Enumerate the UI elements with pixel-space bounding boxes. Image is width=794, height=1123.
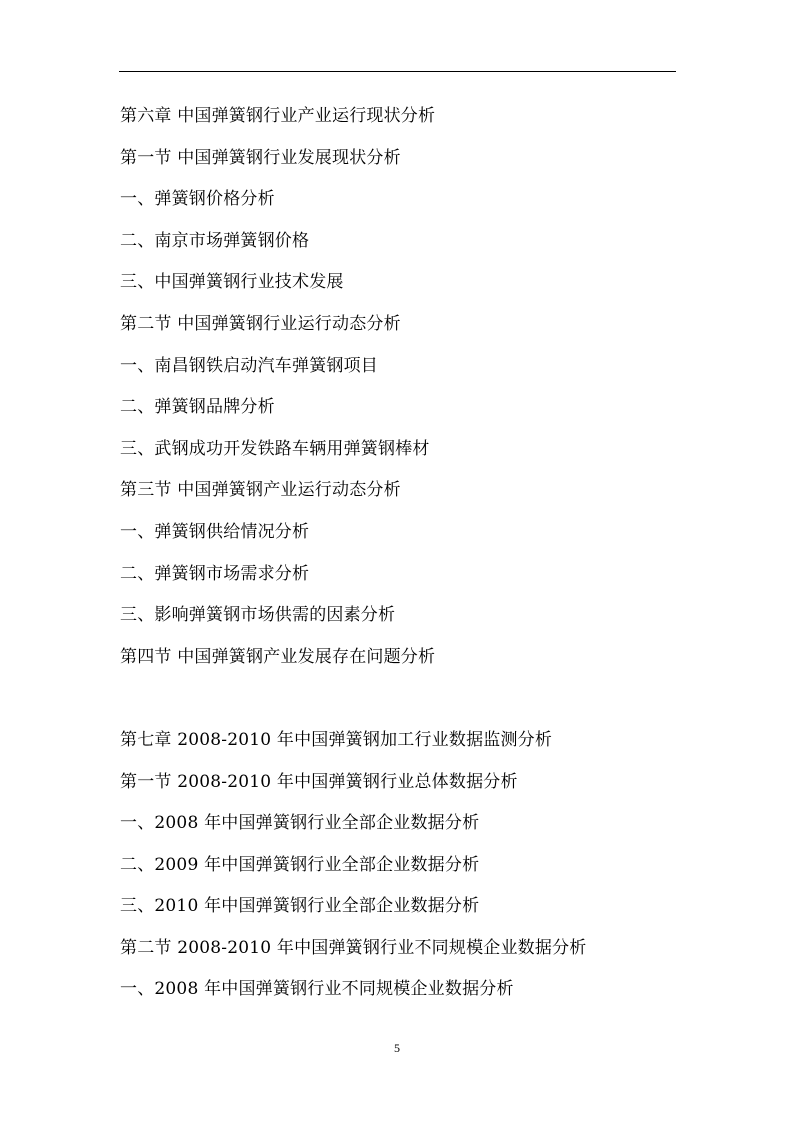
- toc-section: 第三节 中国弹簧钢产业运行动态分析: [120, 480, 401, 501]
- toc-item: 二、弹簧钢市场需求分析: [120, 563, 310, 584]
- toc-section: 第二节 2008-2010 年中国弹簧钢行业不同规模企业数据分析: [120, 937, 587, 958]
- chapter-6-heading: 第六章 中国弹簧钢行业产业运行现状分析: [120, 106, 436, 126]
- toc-item: 三、2010 年中国弹簧钢行业全部企业数据分析: [120, 896, 480, 917]
- toc-item: 一、南昌钢铁启动汽车弹簧钢项目: [120, 355, 378, 376]
- toc-section: 第一节 2008-2010 年中国弹簧钢行业总体数据分析: [120, 771, 518, 792]
- toc-item: 一、弹簧钢价格分析: [120, 189, 275, 210]
- toc-item: 一、2008 年中国弹簧钢行业不同规模企业数据分析: [120, 979, 514, 1000]
- toc-item: 二、南京市场弹簧钢价格: [120, 230, 310, 251]
- toc-item: 一、2008 年中国弹簧钢行业全部企业数据分析: [120, 813, 480, 834]
- toc-item: 三、武钢成功开发铁路车辆用弹簧钢棒材: [120, 438, 430, 459]
- toc-item: 二、弹簧钢品牌分析: [120, 397, 275, 418]
- toc-item: 三、影响弹簧钢市场供需的因素分析: [120, 605, 396, 626]
- chapter-7-heading: 第七章 2008-2010 年中国弹簧钢加工行业数据监测分析: [120, 729, 553, 750]
- table-of-contents: [120, 96, 680, 1011]
- toc-section: 第二节 中国弹簧钢行业运行动态分析: [120, 313, 401, 334]
- chapter-gap: [120, 678, 680, 720]
- toc-item: 一、弹簧钢供给情况分析: [120, 521, 310, 542]
- toc-section: 第一节 中国弹簧钢行业发展现状分析: [120, 147, 401, 168]
- toc-item: 三、中国弹簧钢行业技术发展: [120, 272, 344, 293]
- page-number: 5: [394, 1041, 400, 1055]
- toc-item: 二、2009 年中国弹簧钢行业全部企业数据分析: [120, 854, 480, 875]
- toc-section: 第四节 中国弹簧钢产业发展存在问题分析: [120, 646, 436, 667]
- header-rule: [119, 71, 676, 72]
